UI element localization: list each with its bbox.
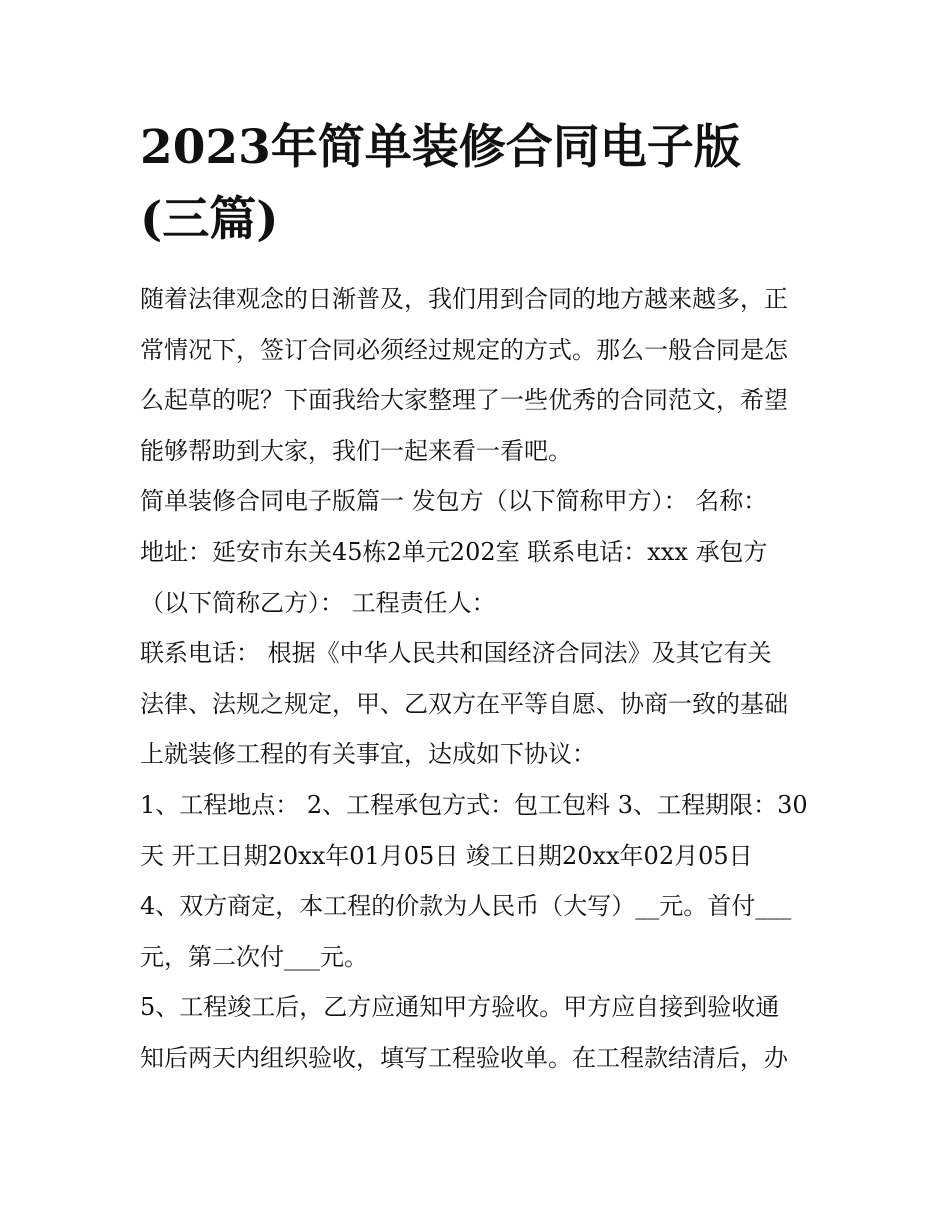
text-line: 随着法律观念的日渐普及，我们用到合同的地方越来越多，正 bbox=[140, 285, 788, 313]
text-line: 1、工程地点： 2、工程承包方式：包工包料 3、工程期限：30 bbox=[140, 790, 808, 819]
text-line: 上就装修工程的有关事宜，达成如下协议： bbox=[140, 740, 596, 769]
document-page bbox=[140, 112, 820, 1084]
text-line: 常情况下，签订合同必须经过规定的方式。那么一般合同是怎 bbox=[140, 335, 788, 364]
title-line-2: (三篇) bbox=[140, 192, 279, 247]
text-line: 法律、法规之规定，甲、乙双方在平等自愿、协商一致的基础 bbox=[140, 689, 788, 718]
text-line: 地址：延安市东关45栋2单元202室 联系电话：xxx 承包方 bbox=[140, 537, 768, 566]
text-line: 联系电话： 根据《中华人民共和国经济合同法》及其它有关 bbox=[140, 639, 772, 668]
party-info-paragraph bbox=[140, 476, 820, 628]
text-line: 知后两天内组织验收，填写工程验收单。在工程款结清后，办 bbox=[140, 1043, 788, 1072]
clause-5-paragraph bbox=[140, 982, 820, 1083]
text-line: 能够帮助到大家，我们一起来看一看吧。 bbox=[140, 436, 572, 465]
intro-paragraph bbox=[140, 274, 820, 476]
agreement-basis-paragraph bbox=[140, 628, 820, 780]
text-line: 4、双方商定，本工程的价款为人民币（大写）__元。首付___ bbox=[140, 892, 792, 921]
text-line: 简单装修合同电子版篇一 发包方（以下简称甲方）： 名称： bbox=[140, 487, 768, 516]
text-line: 么起草的呢？下面我给大家整理了一些优秀的合同范文，希望 bbox=[140, 386, 788, 415]
document-title bbox=[140, 112, 820, 256]
title-line-1: 2023年简单装修合同电子版 bbox=[140, 120, 741, 175]
clauses-1-3-paragraph bbox=[140, 780, 820, 881]
text-line: 天 开工日期20xx年01月05日 竣工日期20xx年02月05日 bbox=[140, 841, 753, 870]
clause-4-paragraph bbox=[140, 881, 820, 982]
text-line: （以下简称乙方）： 工程责任人： bbox=[140, 588, 496, 617]
text-line: 元，第二次付___元。 bbox=[140, 942, 368, 971]
text-line: 5、工程竣工后，乙方应通知甲方验收。甲方应自接到验收通 bbox=[140, 993, 780, 1022]
